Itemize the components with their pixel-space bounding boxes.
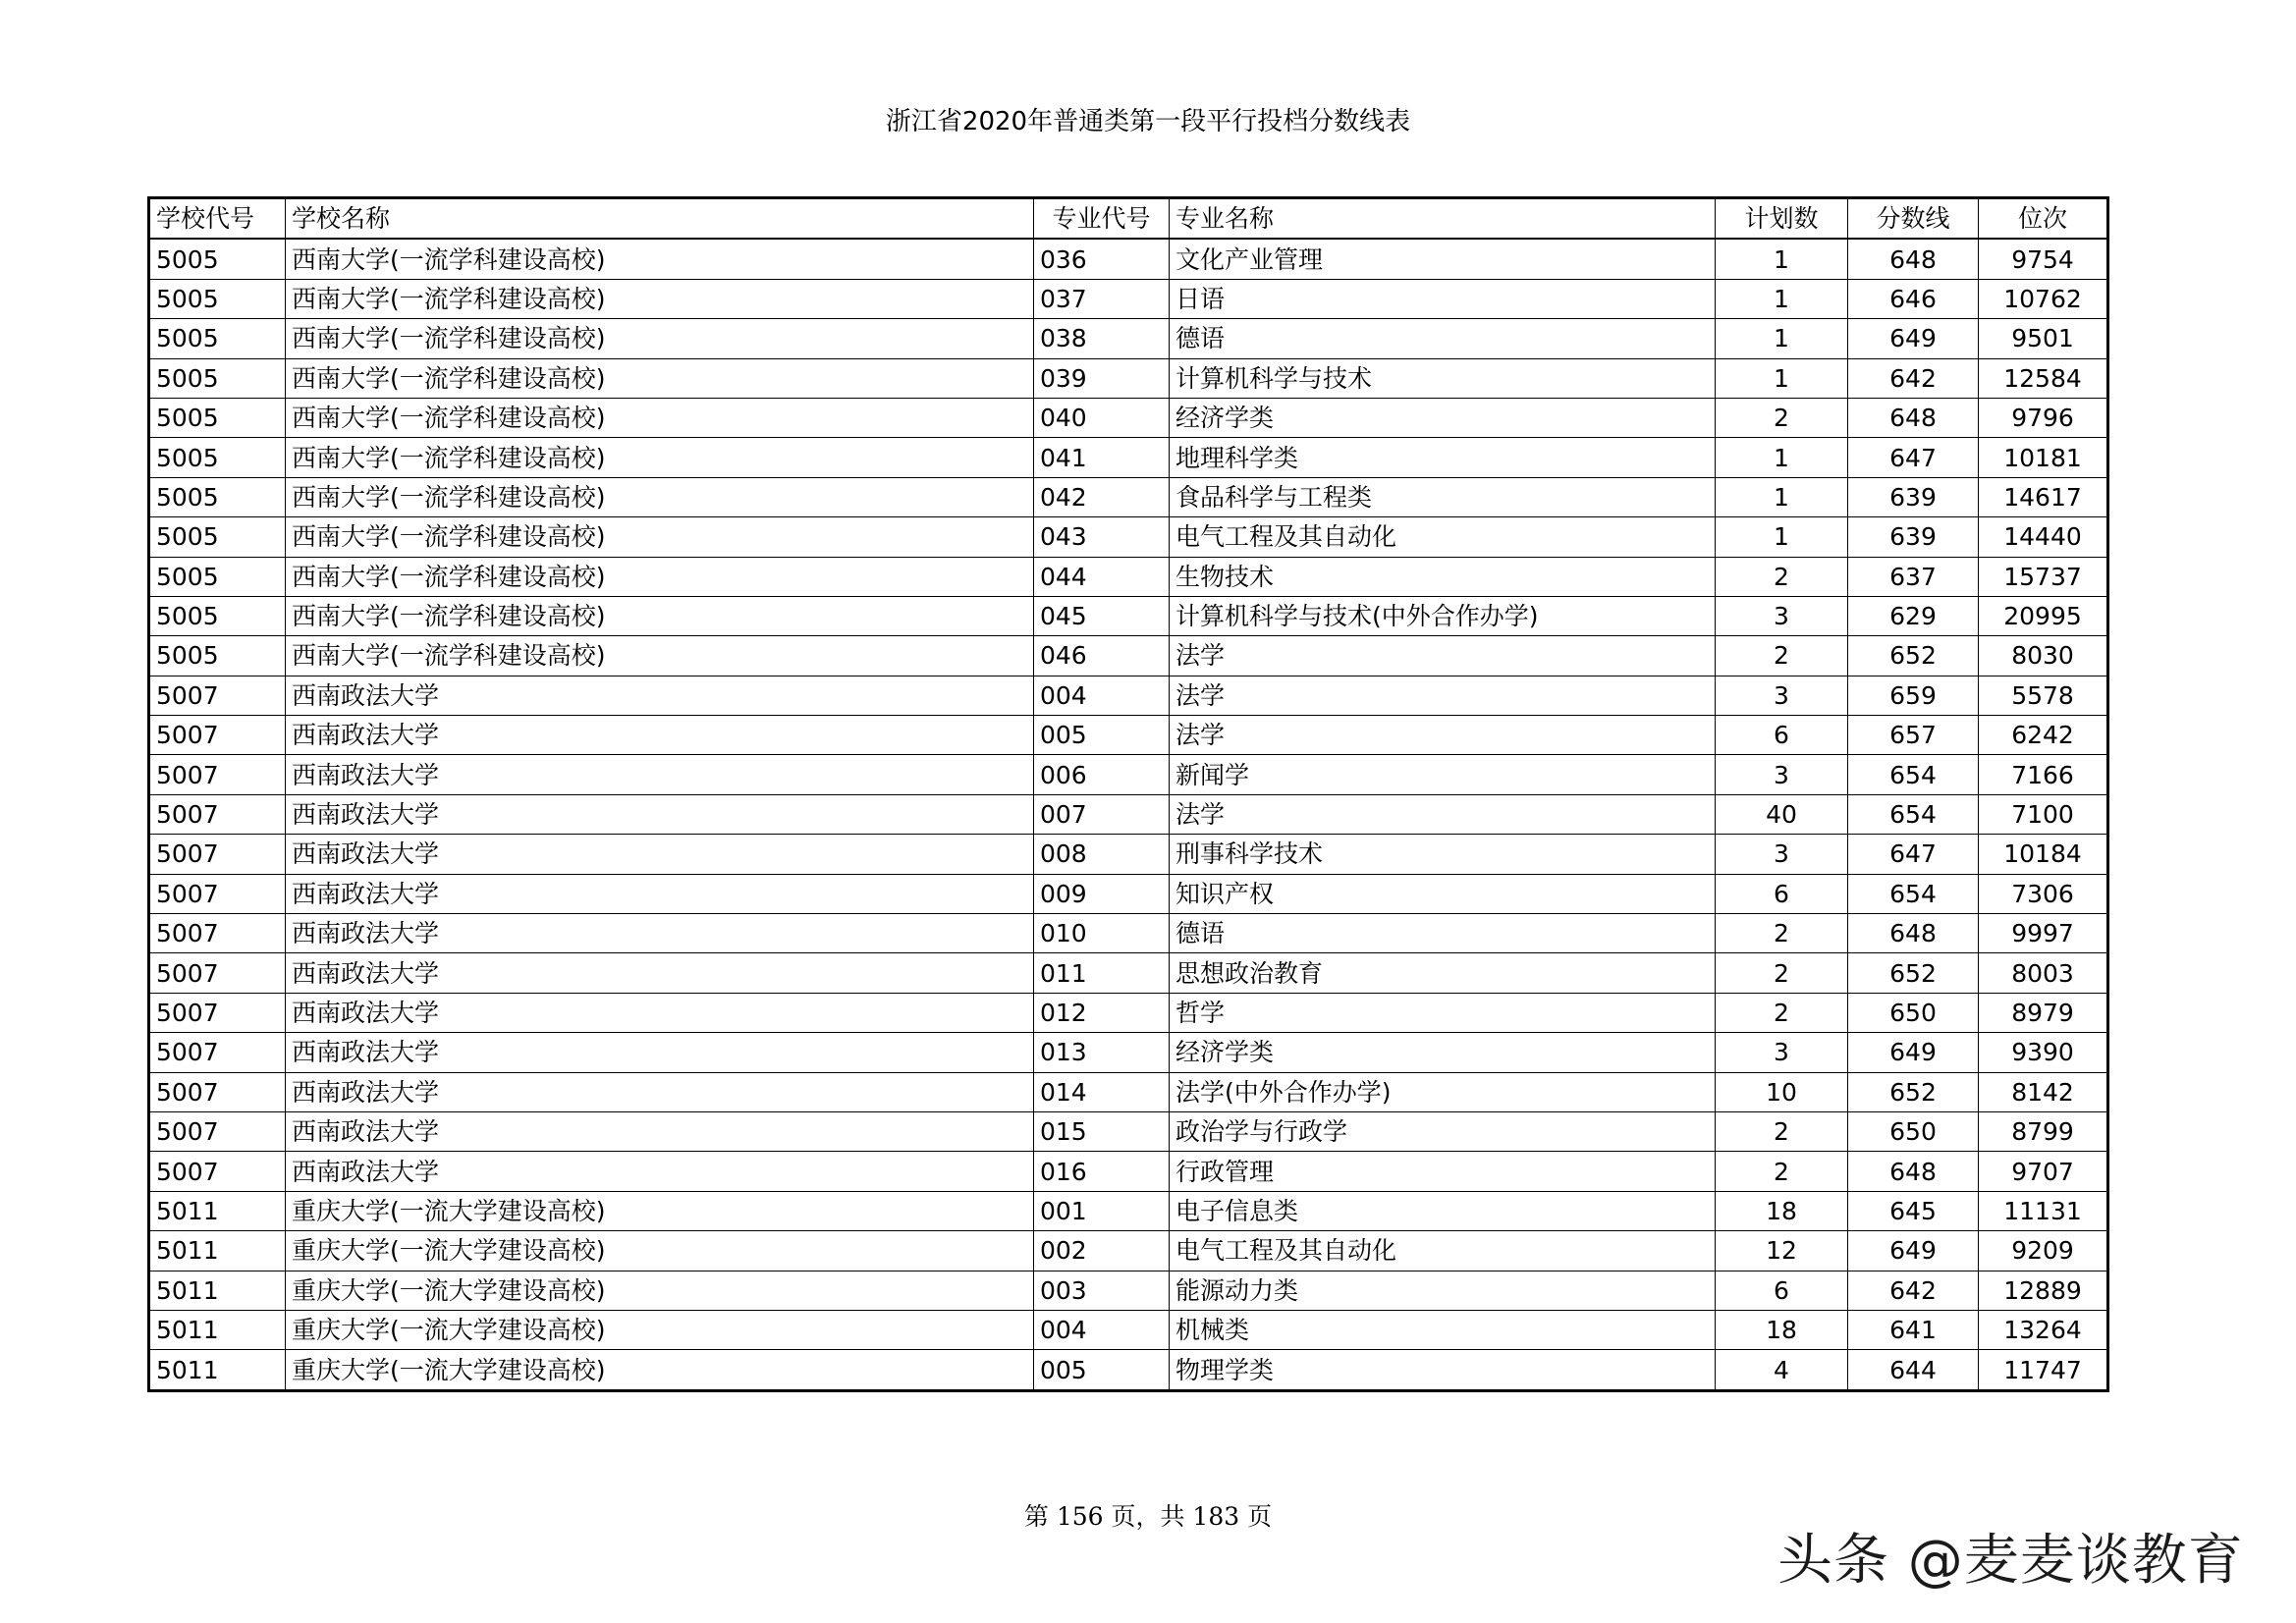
rank-cell: 13264 bbox=[1979, 1310, 2108, 1349]
table-row bbox=[149, 1152, 2108, 1191]
school-name-cell: 西南大学(一流学科建设高校) bbox=[286, 517, 1034, 557]
watermark: 头条 @麦麦谈教育 bbox=[1777, 1529, 2244, 1593]
major-name-cell: 刑事科学技术 bbox=[1170, 835, 1716, 874]
major-code-cell: 046 bbox=[1034, 636, 1170, 676]
school-name-cell: 西南政法大学 bbox=[286, 993, 1034, 1032]
plan-count-cell: 12 bbox=[1716, 1231, 1848, 1271]
school-name-cell: 西南政法大学 bbox=[286, 835, 1034, 874]
school-code-cell: 5007 bbox=[149, 794, 286, 834]
table-row bbox=[149, 755, 2108, 794]
rank-cell: 8142 bbox=[1979, 1072, 2108, 1111]
school-code-cell: 5005 bbox=[149, 239, 286, 279]
school-code-cell: 5011 bbox=[149, 1191, 286, 1230]
major-name-cell: 地理科学类 bbox=[1170, 438, 1716, 477]
score-line-cell: 647 bbox=[1848, 835, 1979, 874]
rank-cell: 9796 bbox=[1979, 398, 2108, 437]
plan-count-cell: 6 bbox=[1716, 716, 1848, 755]
school-code-cell: 5005 bbox=[149, 557, 286, 596]
plan-count-cell: 6 bbox=[1716, 1271, 1848, 1310]
school-name-cell: 西南政法大学 bbox=[286, 1111, 1034, 1151]
rank-cell: 11131 bbox=[1979, 1191, 2108, 1230]
rank-cell: 8979 bbox=[1979, 993, 2108, 1032]
school-code-cell: 5011 bbox=[149, 1310, 286, 1349]
major-name-cell: 食品科学与工程类 bbox=[1170, 477, 1716, 516]
major-code-cell: 007 bbox=[1034, 794, 1170, 834]
plan-count-cell: 3 bbox=[1716, 676, 1848, 715]
score-line-cell: 648 bbox=[1848, 398, 1979, 437]
score-line-cell: 652 bbox=[1848, 953, 1979, 993]
school-name-cell: 西南政法大学 bbox=[286, 794, 1034, 834]
rank-cell: 10762 bbox=[1979, 279, 2108, 318]
score-line-cell: 659 bbox=[1848, 676, 1979, 715]
plan-count-cell: 1 bbox=[1716, 477, 1848, 516]
score-line-cell: 650 bbox=[1848, 1111, 1979, 1151]
school-name-cell: 西南大学(一流学科建设高校) bbox=[286, 636, 1034, 676]
table-row bbox=[149, 636, 2108, 676]
score-line-cell: 654 bbox=[1848, 874, 1979, 913]
major-code-cell: 038 bbox=[1034, 319, 1170, 358]
school-name-cell: 西南大学(一流学科建设高校) bbox=[286, 279, 1034, 318]
plan-count-cell: 4 bbox=[1716, 1350, 1848, 1390]
header-major-code: 专业代号 bbox=[1034, 198, 1170, 240]
score-line-cell: 652 bbox=[1848, 636, 1979, 676]
school-code-cell: 5005 bbox=[149, 398, 286, 437]
table-row bbox=[149, 596, 2108, 635]
table-row bbox=[149, 794, 2108, 834]
school-name-cell: 西南政法大学 bbox=[286, 716, 1034, 755]
major-code-cell: 011 bbox=[1034, 953, 1170, 993]
major-code-cell: 003 bbox=[1034, 1271, 1170, 1310]
major-name-cell: 计算机科学与技术 bbox=[1170, 358, 1716, 398]
table-row bbox=[149, 319, 2108, 358]
major-code-cell: 009 bbox=[1034, 874, 1170, 913]
major-code-cell: 013 bbox=[1034, 1033, 1170, 1072]
school-name-cell: 重庆大学(一流大学建设高校) bbox=[286, 1271, 1034, 1310]
rank-cell: 14617 bbox=[1979, 477, 2108, 516]
document-title: 浙江省2020年普通类第一段平行投档分数线表 bbox=[885, 107, 1411, 136]
score-line-cell: 647 bbox=[1848, 438, 1979, 477]
table-row bbox=[149, 239, 2108, 279]
plan-count-cell: 2 bbox=[1716, 1111, 1848, 1151]
school-code-cell: 5005 bbox=[149, 517, 286, 557]
school-code-cell: 5007 bbox=[149, 755, 286, 794]
major-code-cell: 040 bbox=[1034, 398, 1170, 437]
school-code-cell: 5007 bbox=[149, 874, 286, 913]
rank-cell: 12889 bbox=[1979, 1271, 2108, 1310]
score-line-cell: 649 bbox=[1848, 319, 1979, 358]
table-row bbox=[149, 914, 2108, 953]
major-name-cell: 思想政治教育 bbox=[1170, 953, 1716, 993]
major-name-cell: 法学 bbox=[1170, 676, 1716, 715]
rank-cell: 11747 bbox=[1979, 1350, 2108, 1390]
table-row bbox=[149, 874, 2108, 913]
major-code-cell: 002 bbox=[1034, 1231, 1170, 1271]
school-code-cell: 5005 bbox=[149, 596, 286, 635]
plan-count-cell: 10 bbox=[1716, 1072, 1848, 1111]
plan-count-cell: 3 bbox=[1716, 596, 1848, 635]
rank-cell: 6242 bbox=[1979, 716, 2108, 755]
school-code-cell: 5005 bbox=[149, 438, 286, 477]
school-code-cell: 5007 bbox=[149, 953, 286, 993]
major-name-cell: 能源动力类 bbox=[1170, 1271, 1716, 1310]
major-name-cell: 法学 bbox=[1170, 636, 1716, 676]
school-code-cell: 5005 bbox=[149, 477, 286, 516]
school-code-cell: 5007 bbox=[149, 1152, 286, 1191]
major-name-cell: 电气工程及其自动化 bbox=[1170, 1231, 1716, 1271]
major-name-cell: 物理学类 bbox=[1170, 1350, 1716, 1390]
major-name-cell: 经济学类 bbox=[1170, 1033, 1716, 1072]
major-name-cell: 行政管理 bbox=[1170, 1152, 1716, 1191]
rank-cell: 9501 bbox=[1979, 319, 2108, 358]
major-name-cell: 机械类 bbox=[1170, 1310, 1716, 1349]
plan-count-cell: 1 bbox=[1716, 239, 1848, 279]
score-line-cell: 629 bbox=[1848, 596, 1979, 635]
table-row bbox=[149, 953, 2108, 993]
plan-count-cell: 18 bbox=[1716, 1191, 1848, 1230]
rank-cell: 12584 bbox=[1979, 358, 2108, 398]
major-code-cell: 037 bbox=[1034, 279, 1170, 318]
plan-count-cell: 3 bbox=[1716, 1033, 1848, 1072]
school-code-cell: 5007 bbox=[149, 1072, 286, 1111]
school-name-cell: 重庆大学(一流大学建设高校) bbox=[286, 1350, 1034, 1390]
major-name-cell: 新闻学 bbox=[1170, 755, 1716, 794]
score-line-cell: 642 bbox=[1848, 1271, 1979, 1310]
school-name-cell: 重庆大学(一流大学建设高校) bbox=[286, 1310, 1034, 1349]
score-line-cell: 644 bbox=[1848, 1350, 1979, 1390]
header-plan-count: 计划数 bbox=[1716, 198, 1848, 240]
major-code-cell: 016 bbox=[1034, 1152, 1170, 1191]
major-code-cell: 004 bbox=[1034, 676, 1170, 715]
table-row bbox=[149, 1072, 2108, 1111]
major-name-cell: 政治学与行政学 bbox=[1170, 1111, 1716, 1151]
major-code-cell: 001 bbox=[1034, 1191, 1170, 1230]
school-code-cell: 5005 bbox=[149, 319, 286, 358]
major-code-cell: 015 bbox=[1034, 1111, 1170, 1151]
score-line-cell: 649 bbox=[1848, 1033, 1979, 1072]
major-name-cell: 日语 bbox=[1170, 279, 1716, 318]
school-name-cell: 西南大学(一流学科建设高校) bbox=[286, 596, 1034, 635]
table-row bbox=[149, 1191, 2108, 1230]
major-name-cell: 法学 bbox=[1170, 716, 1716, 755]
table-row bbox=[149, 517, 2108, 557]
score-line-cell: 654 bbox=[1848, 755, 1979, 794]
score-line-cell: 645 bbox=[1848, 1191, 1979, 1230]
score-line-cell: 648 bbox=[1848, 1152, 1979, 1191]
major-code-cell: 004 bbox=[1034, 1310, 1170, 1349]
school-name-cell: 重庆大学(一流大学建设高校) bbox=[286, 1191, 1034, 1230]
plan-count-cell: 2 bbox=[1716, 953, 1848, 993]
score-line-cell: 657 bbox=[1848, 716, 1979, 755]
school-code-cell: 5005 bbox=[149, 358, 286, 398]
school-name-cell: 重庆大学(一流大学建设高校) bbox=[286, 1231, 1034, 1271]
score-line-cell: 639 bbox=[1848, 517, 1979, 557]
score-line-cell: 639 bbox=[1848, 477, 1979, 516]
major-name-cell: 计算机科学与技术(中外合作办学) bbox=[1170, 596, 1716, 635]
table-row bbox=[149, 1271, 2108, 1310]
school-code-cell: 5007 bbox=[149, 835, 286, 874]
table-row bbox=[149, 676, 2108, 715]
rank-cell: 9390 bbox=[1979, 1033, 2108, 1072]
plan-count-cell: 2 bbox=[1716, 636, 1848, 676]
header-school-code: 学校代号 bbox=[149, 198, 286, 240]
school-code-cell: 5005 bbox=[149, 636, 286, 676]
header-score-line: 分数线 bbox=[1848, 198, 1979, 240]
score-line-cell: 641 bbox=[1848, 1310, 1979, 1349]
major-name-cell: 法学 bbox=[1170, 794, 1716, 834]
school-name-cell: 西南大学(一流学科建设高校) bbox=[286, 239, 1034, 279]
rank-cell: 10181 bbox=[1979, 438, 2108, 477]
school-name-cell: 西南政法大学 bbox=[286, 874, 1034, 913]
rank-cell: 10184 bbox=[1979, 835, 2108, 874]
major-code-cell: 010 bbox=[1034, 914, 1170, 953]
rank-cell: 15737 bbox=[1979, 557, 2108, 596]
rank-cell: 8030 bbox=[1979, 636, 2108, 676]
major-name-cell: 德语 bbox=[1170, 319, 1716, 358]
school-name-cell: 西南政法大学 bbox=[286, 953, 1034, 993]
major-name-cell: 法学(中外合作办学) bbox=[1170, 1072, 1716, 1111]
table-row bbox=[149, 1350, 2108, 1390]
major-code-cell: 044 bbox=[1034, 557, 1170, 596]
plan-count-cell: 6 bbox=[1716, 874, 1848, 913]
school-name-cell: 西南大学(一流学科建设高校) bbox=[286, 438, 1034, 477]
major-code-cell: 005 bbox=[1034, 1350, 1170, 1390]
table-row bbox=[149, 835, 2108, 874]
table-row bbox=[149, 993, 2108, 1032]
major-code-cell: 008 bbox=[1034, 835, 1170, 874]
plan-count-cell: 1 bbox=[1716, 319, 1848, 358]
major-code-cell: 012 bbox=[1034, 993, 1170, 1032]
school-code-cell: 5011 bbox=[149, 1231, 286, 1271]
major-name-cell: 德语 bbox=[1170, 914, 1716, 953]
major-name-cell: 电子信息类 bbox=[1170, 1191, 1716, 1230]
table-row bbox=[149, 557, 2108, 596]
table-row bbox=[149, 279, 2108, 318]
plan-count-cell: 1 bbox=[1716, 438, 1848, 477]
score-line-cell: 648 bbox=[1848, 239, 1979, 279]
school-name-cell: 西南大学(一流学科建设高校) bbox=[286, 557, 1034, 596]
rank-cell: 9754 bbox=[1979, 239, 2108, 279]
score-line-cell: 649 bbox=[1848, 1231, 1979, 1271]
plan-count-cell: 2 bbox=[1716, 914, 1848, 953]
school-name-cell: 西南大学(一流学科建设高校) bbox=[286, 319, 1034, 358]
school-code-cell: 5005 bbox=[149, 279, 286, 318]
school-code-cell: 5011 bbox=[149, 1271, 286, 1310]
school-name-cell: 西南政法大学 bbox=[286, 914, 1034, 953]
rank-cell: 8003 bbox=[1979, 953, 2108, 993]
table-row bbox=[149, 1033, 2108, 1072]
plan-count-cell: 2 bbox=[1716, 1152, 1848, 1191]
table-header-row bbox=[149, 198, 2108, 240]
page-footer: 第 156 页，共 183 页 bbox=[1023, 1502, 1273, 1531]
score-line-cell: 642 bbox=[1848, 358, 1979, 398]
plan-count-cell: 1 bbox=[1716, 279, 1848, 318]
score-line-cell: 652 bbox=[1848, 1072, 1979, 1111]
admission-score-table bbox=[147, 196, 2109, 1392]
major-code-cell: 005 bbox=[1034, 716, 1170, 755]
table-row bbox=[149, 1111, 2108, 1151]
rank-cell: 7100 bbox=[1979, 794, 2108, 834]
table-row bbox=[149, 477, 2108, 516]
rank-cell: 9707 bbox=[1979, 1152, 2108, 1191]
table-row bbox=[149, 716, 2108, 755]
score-line-cell: 650 bbox=[1848, 993, 1979, 1032]
major-name-cell: 电气工程及其自动化 bbox=[1170, 517, 1716, 557]
major-name-cell: 经济学类 bbox=[1170, 398, 1716, 437]
plan-count-cell: 3 bbox=[1716, 835, 1848, 874]
table-row bbox=[149, 398, 2108, 437]
header-school-name: 学校名称 bbox=[286, 198, 1034, 240]
rank-cell: 20995 bbox=[1979, 596, 2108, 635]
plan-count-cell: 2 bbox=[1716, 993, 1848, 1032]
school-name-cell: 西南大学(一流学科建设高校) bbox=[286, 477, 1034, 516]
plan-count-cell: 2 bbox=[1716, 557, 1848, 596]
rank-cell: 9997 bbox=[1979, 914, 2108, 953]
table-row bbox=[149, 358, 2108, 398]
rank-cell: 9209 bbox=[1979, 1231, 2108, 1271]
major-name-cell: 知识产权 bbox=[1170, 874, 1716, 913]
major-code-cell: 014 bbox=[1034, 1072, 1170, 1111]
school-name-cell: 西南大学(一流学科建设高校) bbox=[286, 358, 1034, 398]
score-line-cell: 654 bbox=[1848, 794, 1979, 834]
table-row bbox=[149, 1231, 2108, 1271]
plan-count-cell: 1 bbox=[1716, 358, 1848, 398]
school-name-cell: 西南政法大学 bbox=[286, 1072, 1034, 1111]
school-code-cell: 5007 bbox=[149, 1033, 286, 1072]
score-line-cell: 637 bbox=[1848, 557, 1979, 596]
table-row bbox=[149, 438, 2108, 477]
school-name-cell: 西南政法大学 bbox=[286, 1152, 1034, 1191]
school-code-cell: 5011 bbox=[149, 1350, 286, 1390]
major-name-cell: 生物技术 bbox=[1170, 557, 1716, 596]
school-name-cell: 西南政法大学 bbox=[286, 755, 1034, 794]
major-code-cell: 042 bbox=[1034, 477, 1170, 516]
school-code-cell: 5007 bbox=[149, 993, 286, 1032]
plan-count-cell: 2 bbox=[1716, 398, 1848, 437]
rank-cell: 5578 bbox=[1979, 676, 2108, 715]
header-major-name: 专业名称 bbox=[1170, 198, 1716, 240]
score-line-cell: 648 bbox=[1848, 914, 1979, 953]
plan-count-cell: 18 bbox=[1716, 1310, 1848, 1349]
table-row bbox=[149, 1310, 2108, 1349]
major-name-cell: 哲学 bbox=[1170, 993, 1716, 1032]
plan-count-cell: 1 bbox=[1716, 517, 1848, 557]
school-code-cell: 5007 bbox=[149, 1111, 286, 1151]
plan-count-cell: 40 bbox=[1716, 794, 1848, 834]
major-code-cell: 043 bbox=[1034, 517, 1170, 557]
score-line-cell: 646 bbox=[1848, 279, 1979, 318]
rank-cell: 8799 bbox=[1979, 1111, 2108, 1151]
major-code-cell: 039 bbox=[1034, 358, 1170, 398]
school-code-cell: 5007 bbox=[149, 914, 286, 953]
major-code-cell: 041 bbox=[1034, 438, 1170, 477]
major-code-cell: 006 bbox=[1034, 755, 1170, 794]
school-name-cell: 西南政法大学 bbox=[286, 1033, 1034, 1072]
rank-cell: 14440 bbox=[1979, 517, 2108, 557]
school-name-cell: 西南政法大学 bbox=[286, 676, 1034, 715]
major-name-cell: 文化产业管理 bbox=[1170, 239, 1716, 279]
major-code-cell: 045 bbox=[1034, 596, 1170, 635]
school-name-cell: 西南大学(一流学科建设高校) bbox=[286, 398, 1034, 437]
school-code-cell: 5007 bbox=[149, 676, 286, 715]
school-code-cell: 5007 bbox=[149, 716, 286, 755]
header-rank: 位次 bbox=[1979, 198, 2108, 240]
rank-cell: 7166 bbox=[1979, 755, 2108, 794]
rank-cell: 7306 bbox=[1979, 874, 2108, 913]
plan-count-cell: 3 bbox=[1716, 755, 1848, 794]
major-code-cell: 036 bbox=[1034, 239, 1170, 279]
